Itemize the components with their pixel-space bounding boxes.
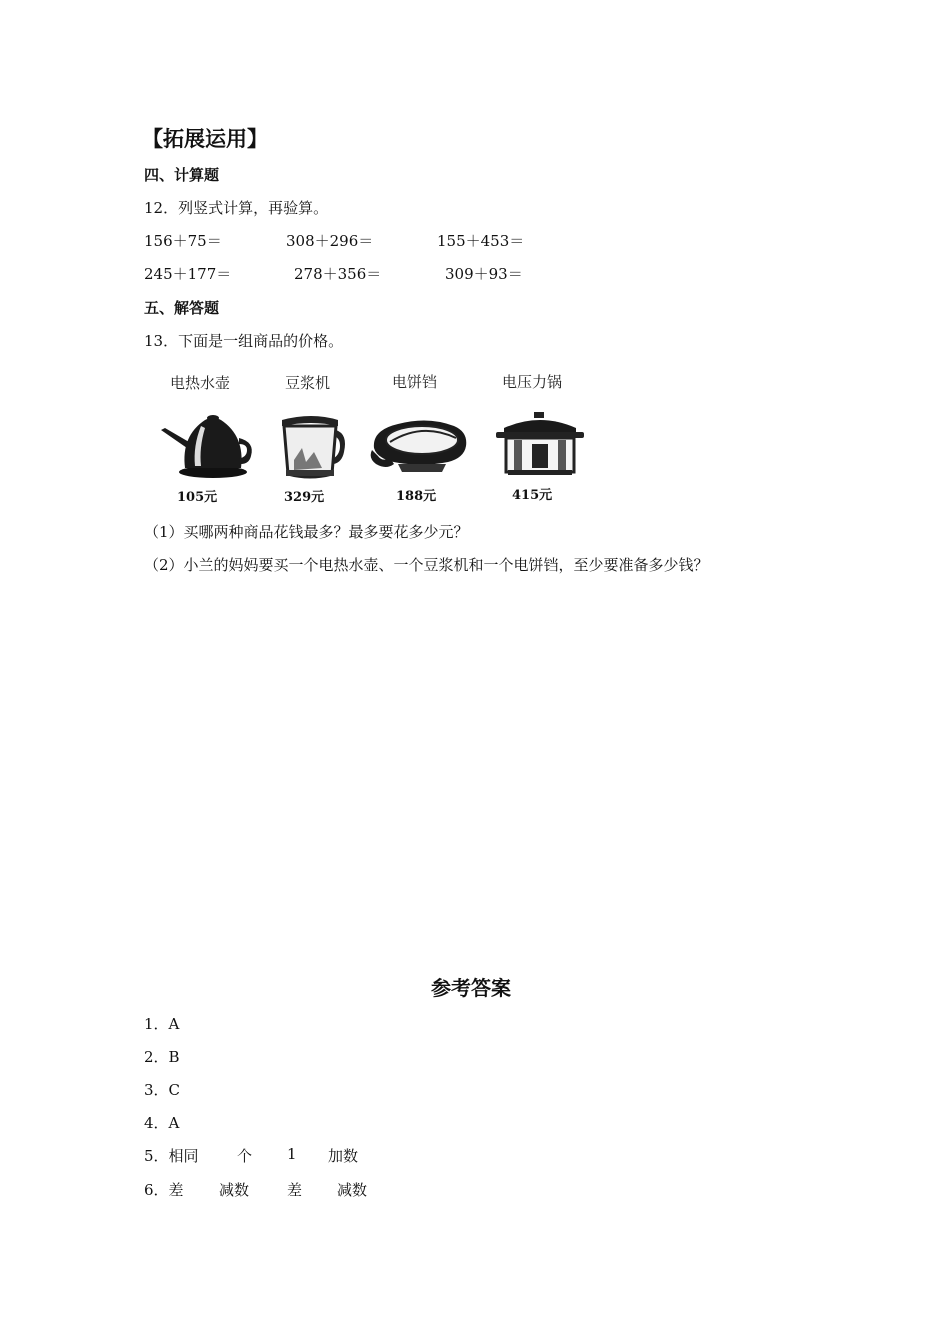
question-12: 12．列竖式计算，再验算。 — [144, 199, 329, 217]
calc-item: 309＋93＝ — [445, 265, 523, 283]
sub-question-1: （1）买哪两种商品花钱最多？最多要花多少元？ — [144, 523, 469, 541]
electric-griddle-icon — [368, 412, 472, 478]
answer-item: 1．A — [144, 1015, 180, 1033]
question-13: 13．下面是一组商品的价格。 — [144, 332, 344, 350]
answer-item: 3．C — [144, 1081, 181, 1099]
calc-item: 155＋453＝ — [437, 232, 525, 250]
calc-item: 278＋356＝ — [294, 265, 382, 283]
answer-item: 5．相同 — [144, 1147, 199, 1165]
soymilk-maker-icon — [272, 412, 348, 482]
product-name-soymilk: 豆浆机 — [285, 374, 331, 392]
answer-blank: 差 — [287, 1181, 303, 1199]
pressure-cooker-icon — [494, 410, 586, 480]
answer-item: 6．差 — [144, 1181, 184, 1199]
answer-blank: 1 — [287, 1145, 297, 1163]
sub-question-2: （2）小兰的妈妈要买一个电热水壶、一个豆浆机和一个电饼铛，至少要准备多少钱？ — [144, 556, 709, 574]
product-name-kettle: 电热水壶 — [170, 374, 231, 392]
calc-item: 156＋75＝ — [144, 232, 222, 250]
part5-heading: 五、解答题 — [144, 299, 220, 317]
product-price-soymilk: 329元 — [284, 490, 325, 505]
answer-blank: 减数 — [219, 1181, 250, 1199]
calc-item: 308＋296＝ — [286, 232, 374, 250]
kettle-icon — [155, 408, 255, 480]
product-name-griddle: 电饼铛 — [392, 373, 438, 391]
answer-blank: 加数 — [328, 1147, 359, 1165]
calc-item: 245＋177＝ — [144, 265, 232, 283]
product-price-griddle: 188元 — [396, 489, 437, 504]
answer-item: 4．A — [144, 1114, 180, 1132]
product-price-kettle: 105元 — [177, 490, 218, 505]
answer-blank: 减数 — [337, 1181, 368, 1199]
section-title: 【拓展运用】 — [142, 127, 268, 151]
product-price-cooker: 415元 — [512, 488, 553, 503]
product-name-cooker: 电压力锅 — [502, 373, 563, 391]
answers-title: 参考答案 — [431, 976, 511, 1000]
part4-heading: 四、计算题 — [144, 166, 220, 184]
answer-item: 2．B — [144, 1048, 180, 1066]
answer-blank: 个 — [237, 1147, 253, 1165]
